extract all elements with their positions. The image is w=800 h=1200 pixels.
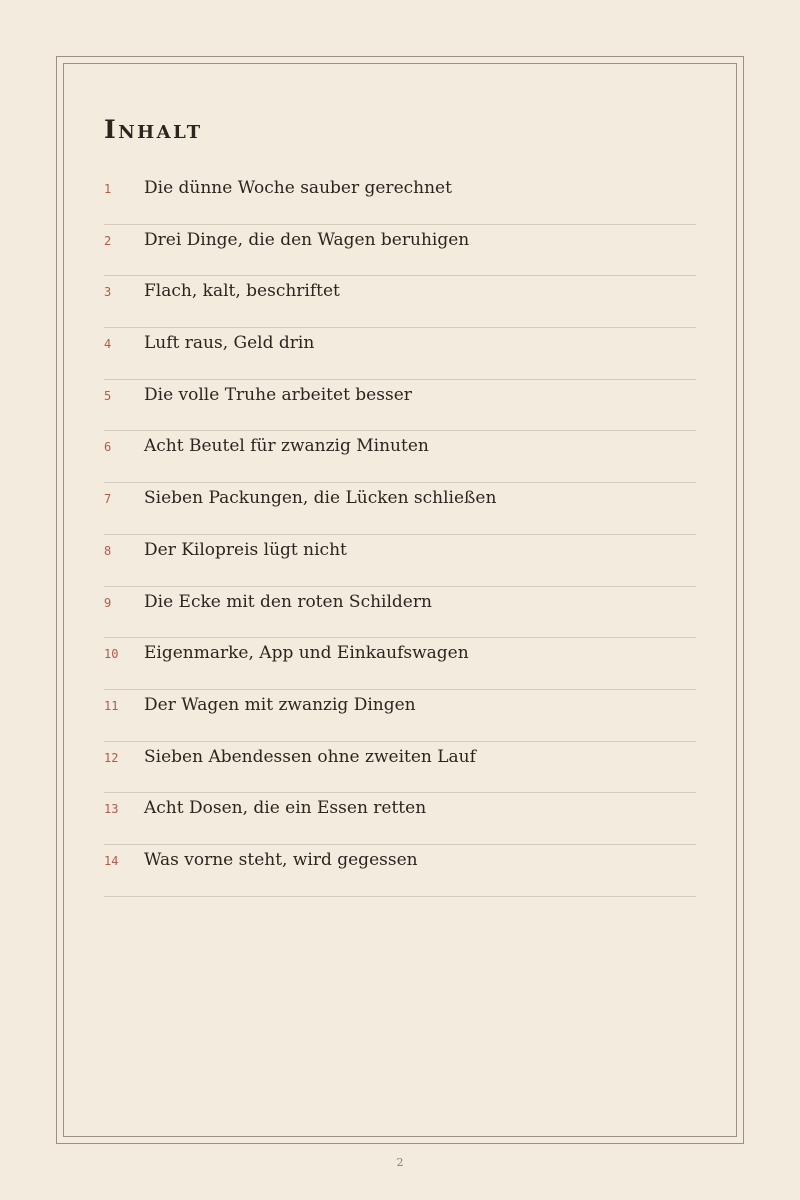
toc-entry-number: 13 [104,802,119,817]
toc-entry[interactable] [104,690,696,742]
toc-entry[interactable] [104,380,696,432]
toc-entry-title[interactable]: Acht Dosen, die ein Essen retten [144,798,427,819]
toc-entry-title[interactable]: Der Kilopreis lügt nicht [144,539,347,560]
toc-entry-title[interactable]: Flach, kalt, beschriftet [144,281,340,302]
toc-entry-number: 11 [104,698,119,713]
toc-entry-title[interactable]: Der Wagen mit zwanzig Dingen [144,694,416,715]
table-of-contents [104,112,696,897]
toc-entry[interactable] [104,742,696,794]
toc-entry-number: 14 [104,853,119,868]
toc-entry-title[interactable]: Acht Beutel für zwanzig Minuten [144,436,429,457]
toc-entry-number: 1 [104,182,112,196]
toc-entry-number: 2 [104,233,112,248]
toc-entry[interactable] [104,173,696,225]
toc-entry[interactable] [104,225,696,277]
toc-entry-number: 3 [104,285,112,300]
toc-entry-number: 4 [104,337,112,352]
toc-entry-number: 8 [104,543,112,558]
toc-entry-number: 7 [104,492,112,507]
toc-entry-title[interactable]: Was vorne steht, wird gegessen [144,849,418,870]
toc-entry-number: 6 [104,440,112,455]
toc-entry-number: 5 [104,388,112,403]
toc-entry-number: 10 [104,647,119,662]
toc-entry-title[interactable]: Sieben Packungen, die Lücken schließen [144,488,497,509]
toc-entry[interactable] [104,535,696,587]
toc-list [104,173,696,897]
toc-entry-title[interactable]: Luft raus, Geld drin [144,333,315,354]
toc-entry-number: 12 [104,750,119,765]
toc-entry-title[interactable]: Die dünne Woche sauber gerechnet [144,178,452,198]
toc-entry[interactable] [104,845,696,897]
page-title: Inhalt [104,115,203,144]
toc-entry-title[interactable]: Die Ecke mit den roten Schildern [144,591,432,612]
toc-entry[interactable] [104,276,696,328]
page-number: 2 [396,1156,404,1169]
toc-entry[interactable] [104,431,696,483]
toc-entry[interactable] [104,483,696,535]
toc-entry[interactable] [104,328,696,380]
toc-entry[interactable] [104,638,696,690]
toc-entry-title[interactable]: Sieben Abendessen ohne zweiten Lauf [144,746,476,767]
toc-entry-title[interactable]: Drei Dinge, die den Wagen beruhigen [144,229,470,250]
toc-entry-title[interactable]: Eigenmarke, App und Einkaufswagen [144,643,469,664]
toc-entry[interactable] [104,793,696,845]
toc-entry-number: 9 [104,595,112,610]
toc-entry[interactable] [104,587,696,639]
toc-entry-title[interactable]: Die volle Truhe arbeitet besser [144,384,412,405]
